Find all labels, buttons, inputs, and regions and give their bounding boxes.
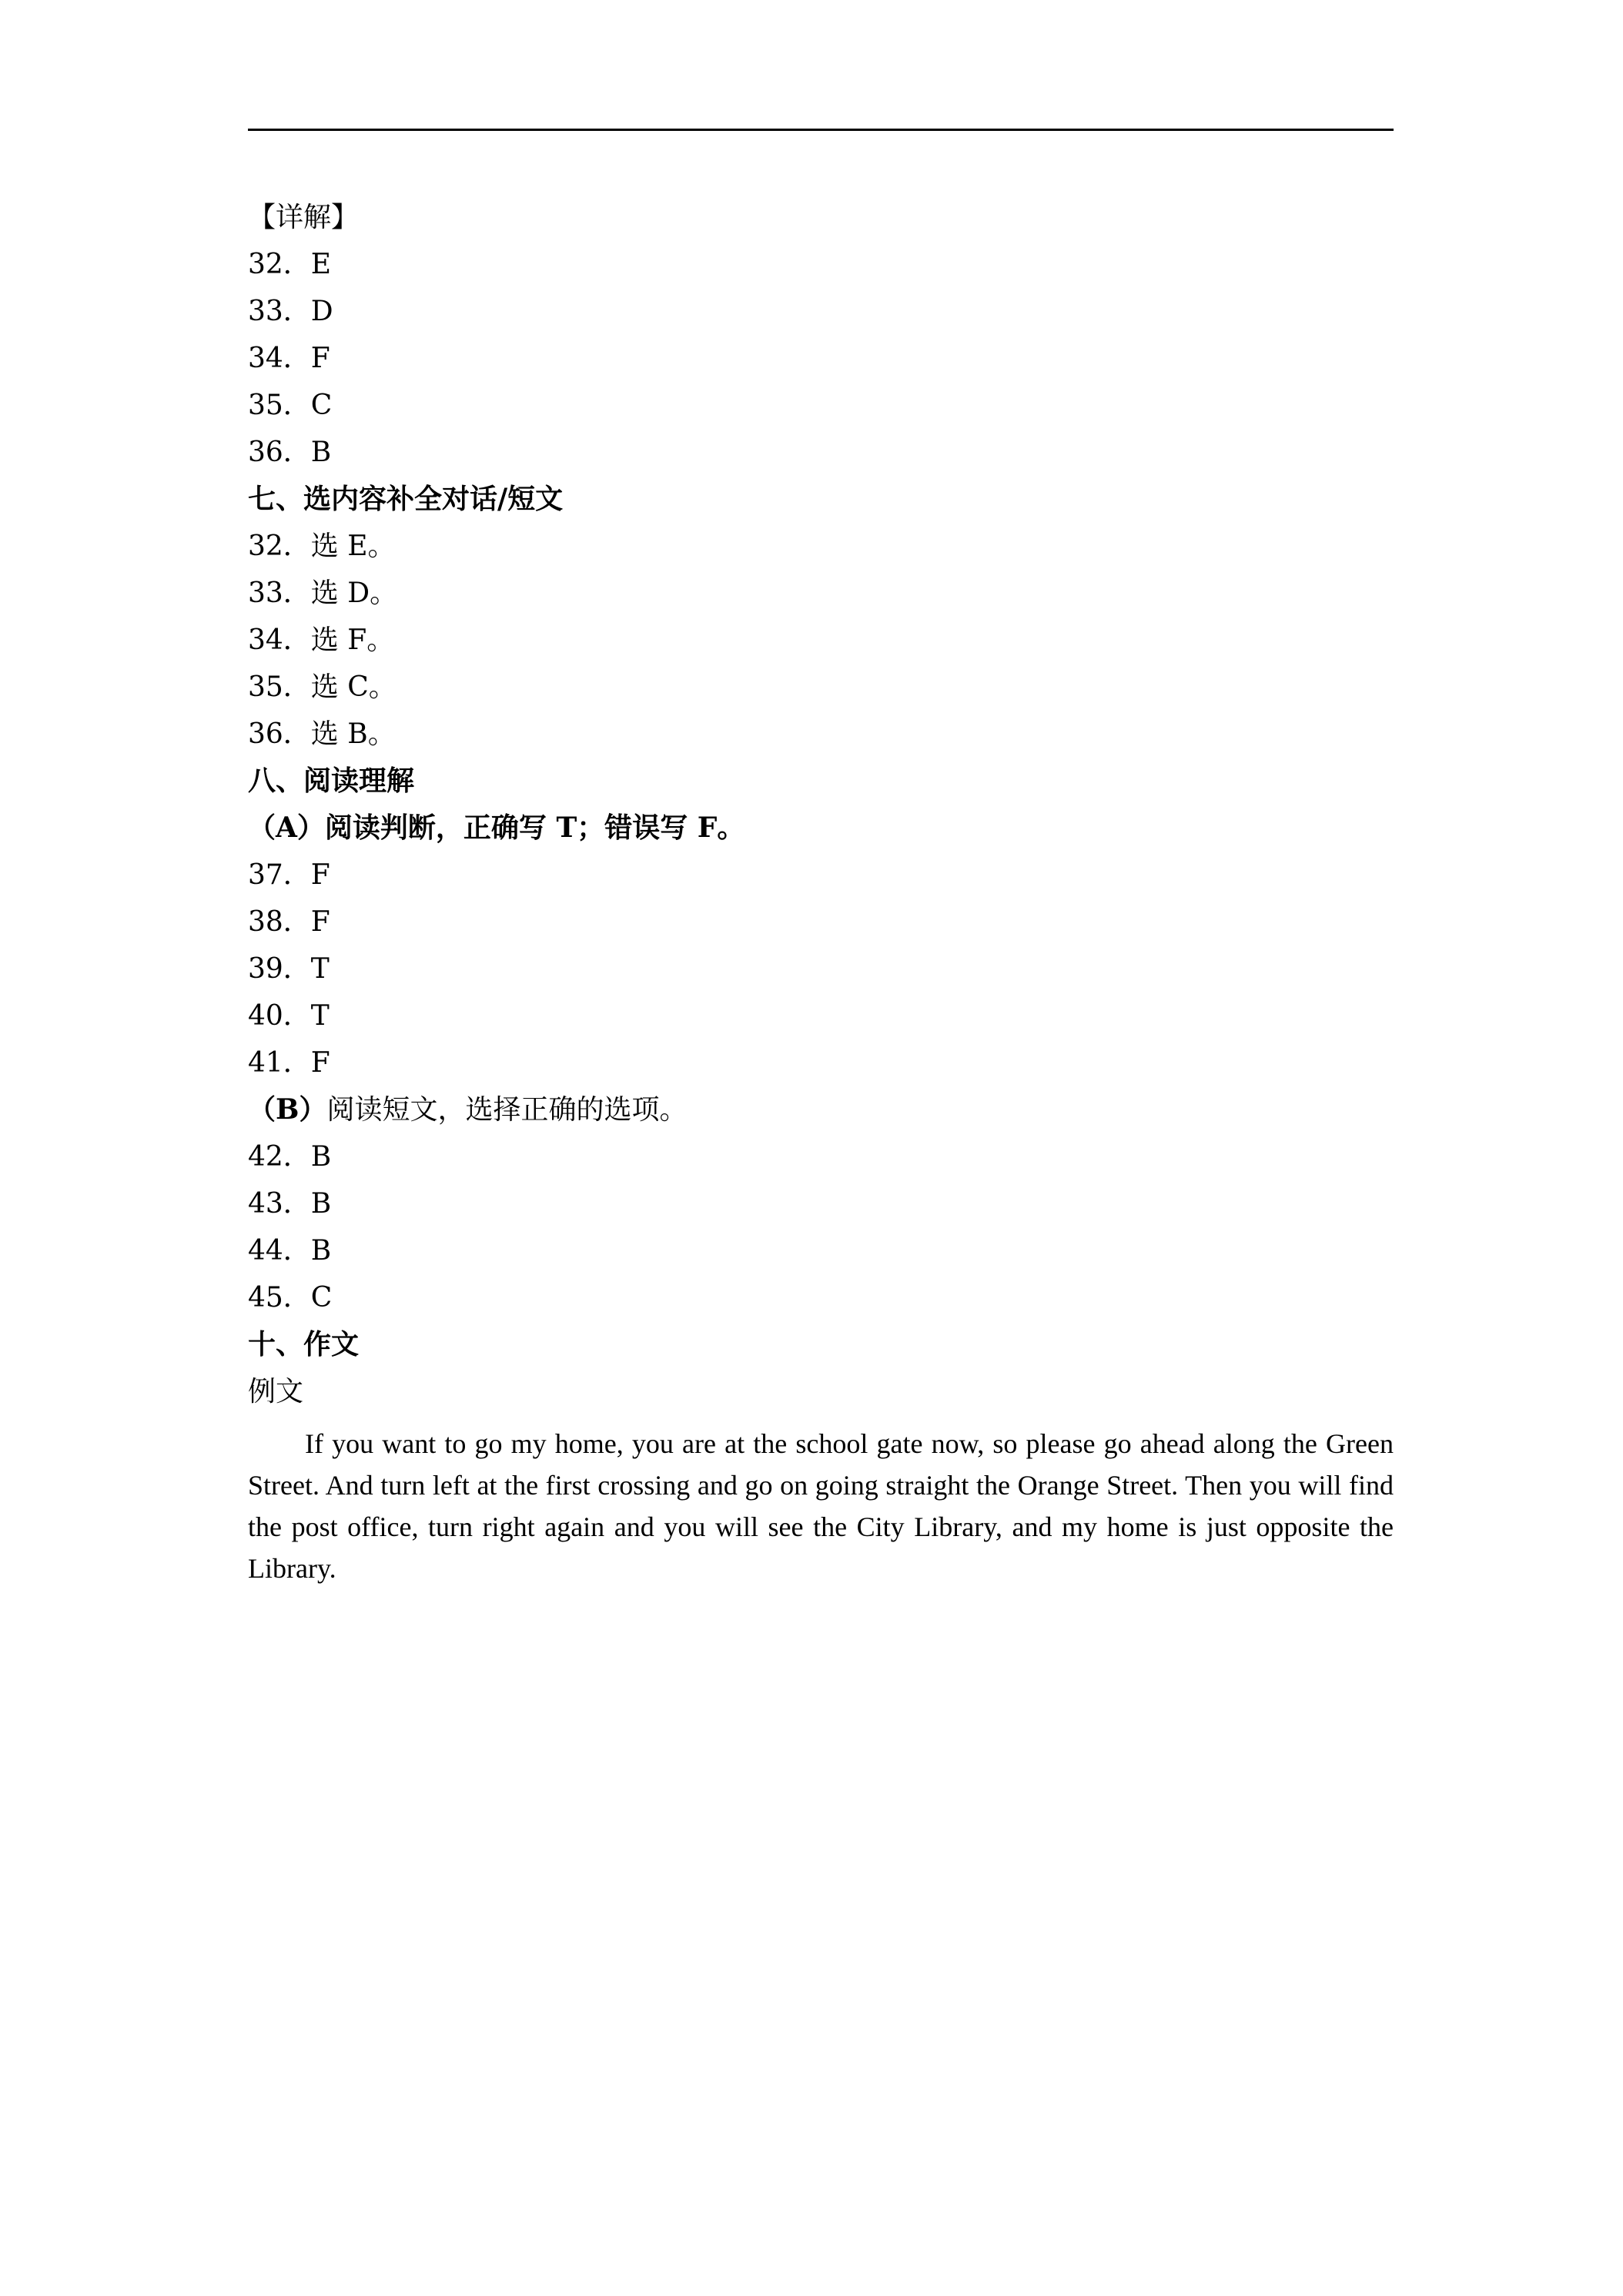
explanation-item: 35．选 C。 xyxy=(248,671,397,703)
answer-item: 43．B xyxy=(248,1188,332,1220)
explanation-item: 33．选 D。 xyxy=(248,577,398,609)
answer-item: 41．F xyxy=(248,1047,330,1079)
section-title-8: 八、阅读理解 xyxy=(248,765,415,797)
answer-item: 37．F xyxy=(248,859,330,891)
answer-document xyxy=(248,194,1394,1589)
header-rule xyxy=(248,129,1394,131)
part-a-title: （A）阅读判断，正确写 T；错误写 F。 xyxy=(248,812,745,844)
answer-item: 35．C xyxy=(248,390,333,421)
explanation-item: 34．选 F。 xyxy=(248,624,395,656)
part-b-title xyxy=(248,1086,1394,1133)
part-b-label: （B） xyxy=(248,1093,327,1126)
essay-paragraph: If you want to go my home, you are at the school gate now, so please go ahead along the Green Street. And turn left at the first crossing and go on going straight the Orange Street. Then you will find the post office, turn right again and you will see the City Library, and my home is just opposite the Library. xyxy=(248,1428,1394,1584)
explanation-item: 32．选 E。 xyxy=(248,530,396,562)
section-title-10: 十、作文 xyxy=(248,1328,360,1361)
part-b-instruction: 阅读短文，选择正确的选项。 xyxy=(326,1094,688,1126)
answer-item: 42．B xyxy=(248,1141,332,1173)
section-title-7: 七、选内容补全对话/短文 xyxy=(248,483,564,515)
explanation-item: 36．选 B。 xyxy=(248,718,396,750)
answer-item: 38．F xyxy=(248,906,330,938)
answer-item: 33．D xyxy=(248,296,333,327)
answer-item: 44．B xyxy=(248,1235,332,1267)
answer-item: 39．T xyxy=(248,953,330,985)
answer-item: 40．T xyxy=(248,1000,330,1032)
answer-item: 34．F xyxy=(248,343,330,374)
sample-essay xyxy=(248,1423,1394,1589)
sample-essay-label: 例文 xyxy=(248,1376,304,1407)
answer-item: 45．C xyxy=(248,1282,333,1314)
answer-item: 32．E xyxy=(248,249,332,280)
answer-item: 36．B xyxy=(248,437,332,468)
detail-heading: 【详解】 xyxy=(248,202,360,233)
